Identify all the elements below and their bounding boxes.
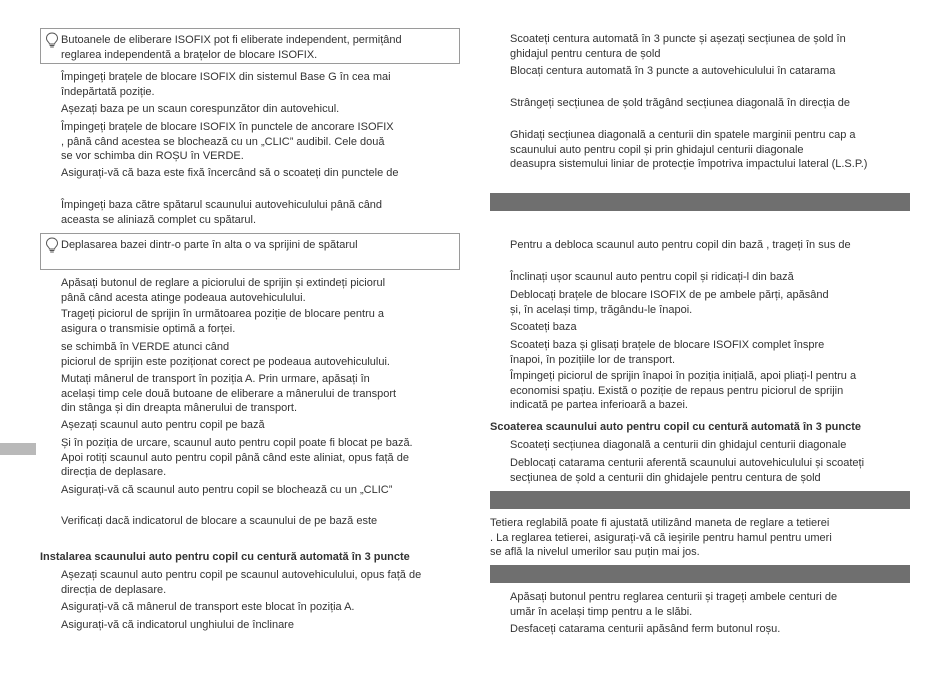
- heading-remove-3-point: Scoaterea scaunului auto pentru copil cu centură automată în 3 puncte: [490, 421, 862, 433]
- step-press-support-leg: Apăsați butonul de reglare a piciorului de sprijin și extindeți piciorul până când acesta atinge podeaua autovehiculului.: [61, 277, 386, 304]
- step-check-lock-indicator: Verificați dacă indicatorul de blocare a scaunului de pe bază este: [61, 515, 378, 527]
- step-place-seat-on-base: Așezați scaunul auto pentru copil pe bază: [61, 419, 265, 431]
- step-unlock-seat: Pentru a debloca scaunul auto pentru copil din bază , trageți în sus de: [510, 239, 851, 251]
- step-fold-support-leg: Împingeți piciorul de sprijin înapoi în poziția inițială, apoi pliați-l pentru a economisi spațiu. Există o poziție de repaus pentru piciorul de sprijin indicată pe partea inferioară a bazei.: [510, 370, 857, 411]
- step-remove-diagonal: Scoateți secțiunea diagonală a centurii din ghidajul centurii diagonale: [510, 439, 847, 451]
- note-text: Butoanele de eliberare ISOFIX pot fi eliberate independent, permițând reglarea independentă a brațelor de blocare ISOFIX.: [61, 34, 402, 61]
- step-check-base-fixed: Asigurați-vă că baza este fixă încercând să o scoateți din punctele de: [61, 167, 399, 179]
- step-seat-click: Asigurați-vă că scaunul auto pentru copil se blochează cu un „CLIC”: [61, 484, 393, 496]
- lightbulb-icon: [45, 237, 59, 253]
- step-push-base-backrest: Împingeți baza către spătarul scaunului autovehiculului până când aceasta se aliniază complet cu spătarul.: [61, 199, 383, 226]
- heading-install-3-point: Instalarea scaunului auto pentru copil cu centură automată în 3 puncte: [40, 551, 410, 563]
- note-text: Deplasarea bazei dintr-o parte în alta o va sprijini de spătarul: [61, 239, 358, 251]
- step-remove-base: Scoateți baza: [510, 321, 577, 333]
- step-handle-locked: Asigurați-vă că mânerul de transport este blocat în poziția A.: [61, 601, 355, 613]
- step-recline-indicator: Asigurați-vă că indicatorul unghiului de înclinare: [61, 619, 294, 631]
- section-bar: [490, 565, 910, 583]
- step-tilt-seat: Înclinați ușor scaunul auto pentru copil și ridicați-l din bază: [510, 271, 794, 283]
- step-pull-support-leg: Trageți piciorul de sprijin în următoarea poziție de blocare pentru a asigura o transmisie optimă a forței.: [61, 308, 385, 335]
- step-slide-isofix-back: Scoateți baza și glisați brațele de blocare ISOFIX complet înspre înapoi, în pozițiile lor de transport.: [510, 339, 825, 366]
- info-note-isofix-release: [40, 28, 460, 64]
- step-unbuckle-red: Desfaceți catarama centurii apăsând ferm butonul roșu.: [510, 623, 781, 635]
- step-indicator-green: se schimbă în VERDE atunci când piciorul de sprijin este poziționat corect pe podeaua autovehiculului.: [61, 341, 390, 368]
- section-bar: [490, 193, 910, 211]
- step-place-base: Așezați baza pe un scaun corespunzător din autovehicul.: [61, 103, 340, 115]
- step-press-belt-adjust: Apăsați butonul pentru reglarea centurii și trageți ambele centuri de umăr în același timp pentru a le slăbi.: [510, 591, 838, 618]
- step-pull-belt-lap: Scoateți centura automată în 3 puncte și așezați secțiunea de șold în ghidajul pentru centura de șold: [510, 33, 846, 60]
- step-push-isofix-arms: Împingeți brațele de blocare ISOFIX din sistemul Base G în cea mai îndepărtată poziție.: [61, 71, 391, 98]
- step-boarding-position: Și în poziția de urcare, scaunul auto pentru copil poate fi blocat pe bază. Apoi rotiți scaunul auto pentru copil până când este aliniat, opus față de direcția de deplasare.: [61, 437, 413, 478]
- section-bar: [490, 491, 910, 509]
- side-page-tab: [0, 443, 36, 455]
- headrest-adjust-text: Tetiera reglabilă poate fi ajustată utilizând maneta de reglare a tetierei . La reglarea tetierei, asigurați-vă că ieșirile pentru hamul pentru umeri se află la nivelul umerilor sau puțin mai jos.: [490, 517, 832, 558]
- step-buckle-belt: Blocați centura automată în 3 puncte a autovehiculului în catarama: [510, 65, 836, 77]
- step-push-isofix-anchor: Împingeți brațele de blocare ISOFIX în punctele de ancorare ISOFIX , până când acestea se blochează cu un „CLIC” audibil. Cele două se vor schimba din ROȘU în VERDE.: [61, 121, 394, 162]
- step-unlock-isofix: Deblocați brațele de blocare ISOFIX de pe ambele părți, apăsând și, în același timp, trăgându-le înapoi.: [510, 289, 829, 316]
- step-guide-diagonal: Ghidați secțiunea diagonală a centurii din spatele marginii pentru cap a scaunului auto pentru copil și prin ghidajul centurii diagonale deasupra sistemului liniar de protecție împotriva impactului lateral (L.S.P.): [510, 129, 868, 170]
- info-note-base-movement: [40, 233, 460, 270]
- step-tighten-lap: Strângeți secțiunea de șold trăgând secțiunea diagonală în direcția de: [510, 97, 851, 109]
- lightbulb-icon: [45, 32, 59, 48]
- step-unbuckle-remove-lap: Deblocați catarama centurii aferentă scaunului autovehiculului și scoateți secțiunea de șold a centurii din ghidajele pentru centura de șold: [510, 457, 865, 484]
- step-move-handle: Mutați mânerul de transport în poziția A. Prin urmare, apăsați în același timp cele două butoane de eliberare a mânerului de transport din stânga și din dreapta mânerului de transport.: [61, 373, 397, 414]
- step-place-seat-vehicle: Așezați scaunul auto pentru copil pe scaunul autovehiculului, opus față de direcția de deplasare.: [61, 569, 422, 596]
